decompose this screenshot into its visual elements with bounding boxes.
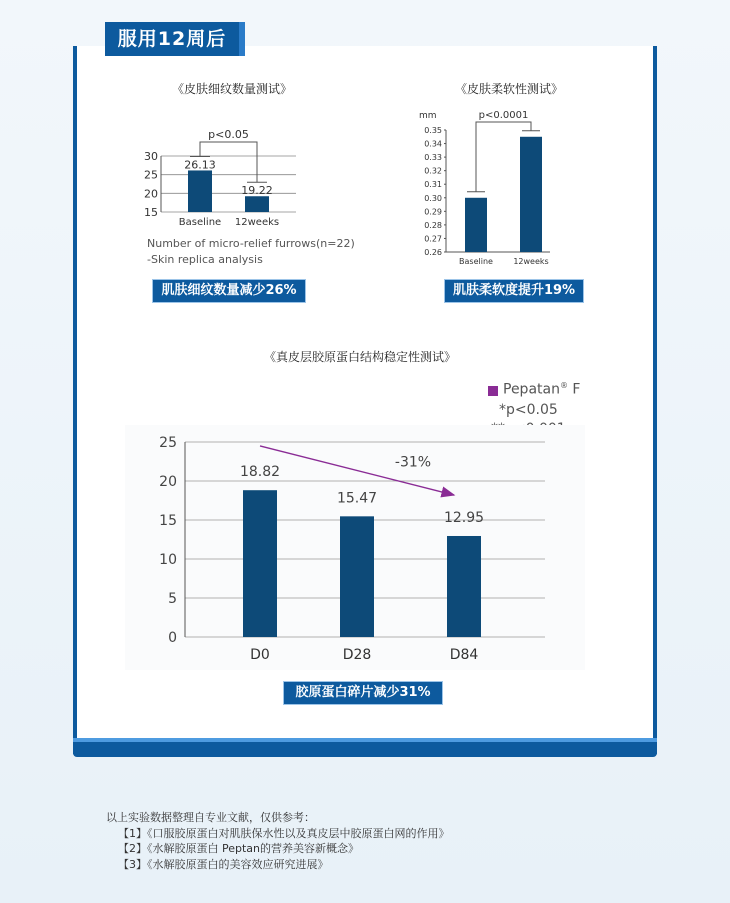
reference-item: 【3】《水解胶原蛋白的美容效应研究进展》 xyxy=(118,857,329,871)
data-label: 19.22 xyxy=(241,184,273,198)
data-label: 18.82 xyxy=(239,464,281,481)
y-tick-label: 0.30 xyxy=(424,193,442,203)
y-tick-label: 25 xyxy=(144,168,158,182)
chart3-collagen xyxy=(125,425,585,670)
p-value-label: p<0.0001 xyxy=(478,110,529,121)
y-unit-label: mm xyxy=(419,111,437,121)
y-tick-label: 0.35 xyxy=(424,126,442,135)
y-tick-label: 0.28 xyxy=(424,220,442,230)
y-tick-label: 15 xyxy=(144,206,158,219)
bar xyxy=(447,536,481,637)
bar xyxy=(245,196,269,212)
legend-label: Pepatan® F xyxy=(503,381,581,398)
y-tick-label: 0.32 xyxy=(424,166,442,176)
y-tick-label: 15 xyxy=(159,513,177,529)
chart2-result-badge: 肌肤柔软度提升19% xyxy=(444,279,584,303)
bar xyxy=(520,137,542,252)
y-tick-label: 20 xyxy=(144,187,158,201)
y-tick-label: 0.27 xyxy=(424,234,442,244)
x-tick-label: Baseline xyxy=(178,217,222,228)
x-tick-label: 12weeks xyxy=(234,217,280,228)
reference-item: 【2】《水解胶原蛋白 Peptan的营养美容新概念》 xyxy=(118,842,360,855)
chart3-title: 《真皮层胶原蛋白结构稳定性测试》 xyxy=(264,350,457,364)
references-intro: 以上实验数据整理自专业文献，仅供参考： xyxy=(106,811,315,824)
p-value-label: p<0.05 xyxy=(208,128,249,141)
bar xyxy=(465,198,487,252)
x-tick-label: D84 xyxy=(449,647,479,663)
chart1-note-1: Number of micro-relief furrows(n=22) xyxy=(147,237,355,250)
chart1-furrows xyxy=(138,120,358,235)
x-tick-label: 12weeks xyxy=(513,257,549,266)
data-label: 26.13 xyxy=(184,158,216,172)
card-bottom-bar xyxy=(73,742,657,757)
chart2-title: 《皮肤柔软性测试》 xyxy=(455,82,564,96)
significance-1: *p<0.05 xyxy=(499,402,558,418)
trend-label: -31% xyxy=(394,454,432,471)
chart3-result-badge: 胶原蛋白碎片减少31% xyxy=(283,681,443,705)
chart1-note-2: -Skin replica analysis xyxy=(147,253,263,266)
reference-item: 【1】《口服胶原蛋白对肌肤保水性以及真皮层中胶原蛋白网的作用》 xyxy=(118,826,450,840)
bar xyxy=(243,490,277,637)
y-tick-label: 10 xyxy=(159,552,177,568)
y-tick-label: 0 xyxy=(168,630,177,646)
chart1-result-badge: 肌肤细纹数量减少26% xyxy=(152,279,306,303)
bar xyxy=(188,170,212,212)
bar xyxy=(340,516,374,637)
y-tick-label: 0.31 xyxy=(424,180,442,190)
y-tick-label: 0.34 xyxy=(424,139,442,149)
y-tick-label: 20 xyxy=(159,474,177,490)
chart1-title: 《皮肤细纹数量测试》 xyxy=(172,82,293,96)
chart2-softness xyxy=(415,102,570,274)
data-label: 15.47 xyxy=(336,490,378,507)
y-tick-label: 25 xyxy=(159,435,177,451)
data-label: 12.95 xyxy=(443,509,485,526)
page-title: 服用12周后 xyxy=(105,22,239,56)
y-tick-label: 0.33 xyxy=(424,153,442,163)
x-tick-label: D28 xyxy=(342,647,372,663)
y-tick-label: 30 xyxy=(144,150,158,163)
x-tick-label: D0 xyxy=(250,647,270,663)
legend-swatch xyxy=(488,386,498,396)
references xyxy=(106,810,450,872)
y-tick-label: 5 xyxy=(168,591,177,607)
y-tick-label: 0.26 xyxy=(424,248,442,257)
y-tick-label: 0.29 xyxy=(424,207,442,217)
x-tick-label: Baseline xyxy=(459,257,493,266)
